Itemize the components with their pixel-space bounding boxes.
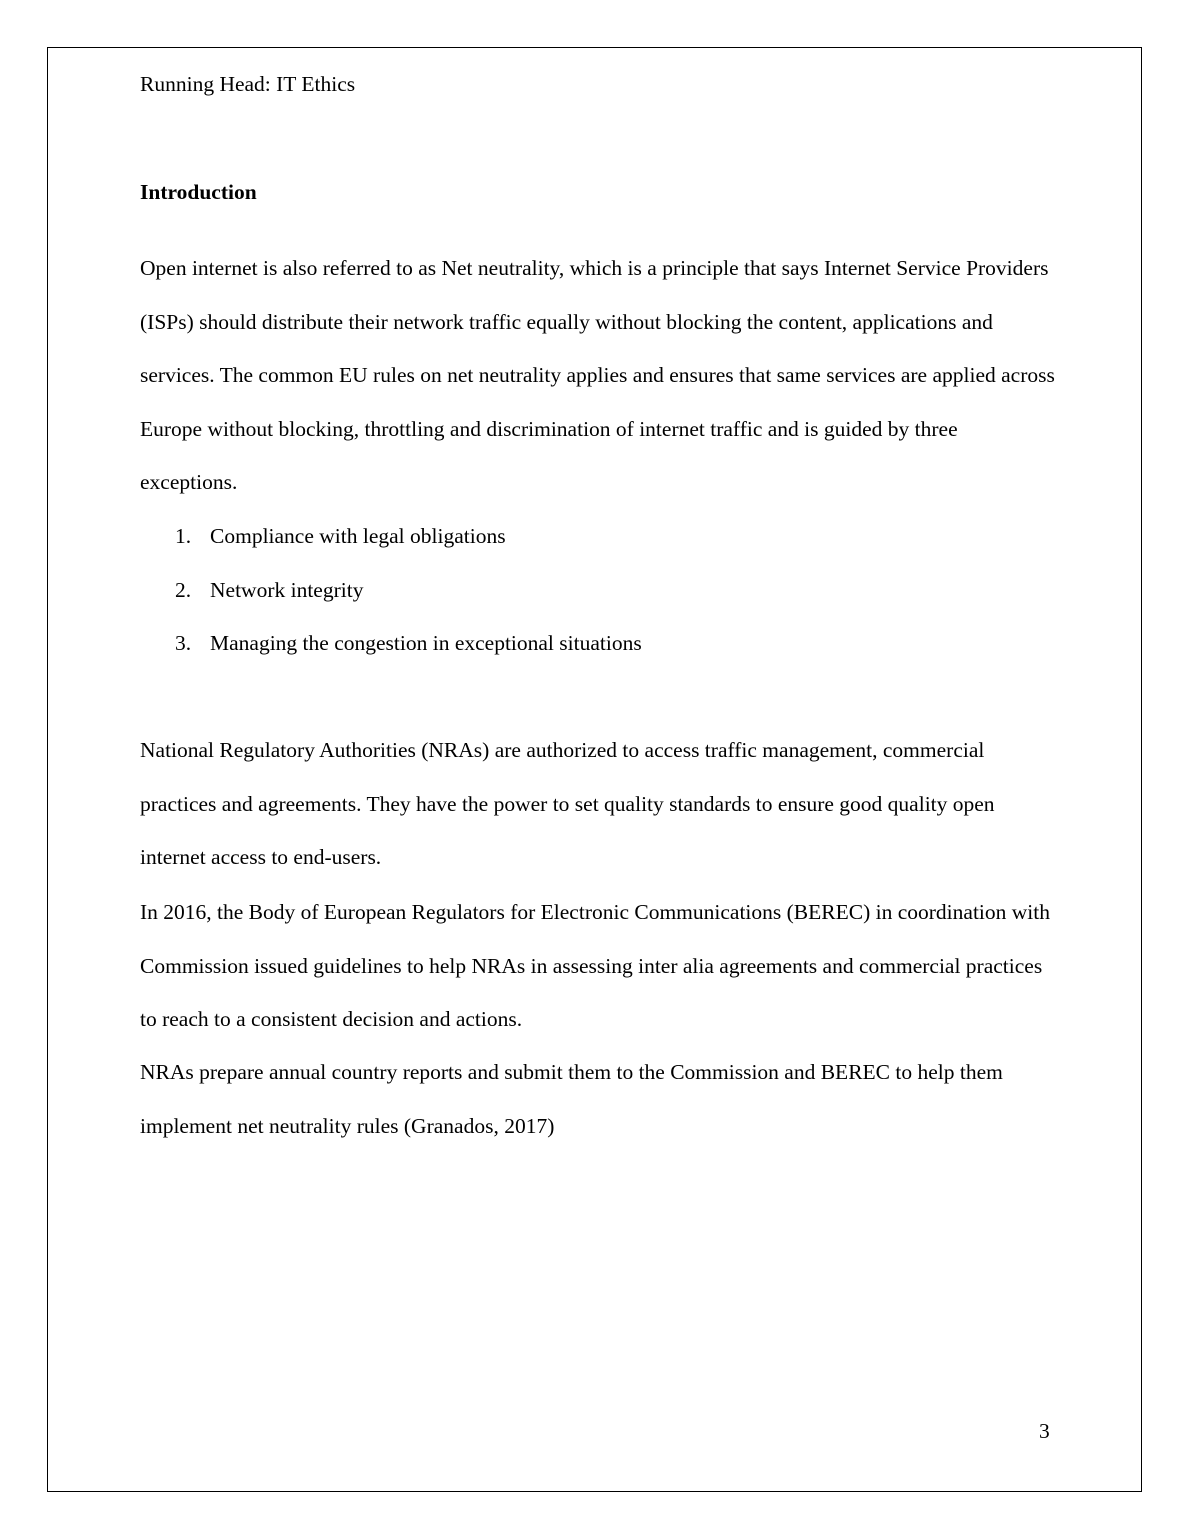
list-item-text: Network integrity (210, 577, 364, 602)
paragraph-annual-reports: NRAs prepare annual country reports and submit them to the Commission and BEREC to help them implement net neutrality rules (Granados, 2017) (140, 1060, 1003, 1138)
list-item (140, 510, 642, 564)
exceptions-list (140, 510, 642, 671)
list-item (140, 564, 642, 618)
page-number: 3 (1039, 1419, 1050, 1443)
list-item-number: 3. (175, 631, 192, 656)
list-item (140, 617, 642, 671)
paragraph-nras: National Regulatory Authorities (NRAs) are authorized to access traffic management, commercial practices and agreements. They have the power to set quality standards to ensure good quality open internet access to end-users. (140, 738, 995, 870)
list-item-text: Managing the congestion in exceptional situations (210, 631, 642, 656)
section-heading-introduction: Introduction (140, 180, 257, 204)
list-item-text: Compliance with legal obligations (210, 524, 506, 548)
running-head: Running Head: IT Ethics (140, 72, 356, 96)
paragraph-net-neutrality: Open internet is also referred to as Net neutrality, which is a principle that says Internet Service Providers (ISPs) should distribute their network traffic equally without blocking the content, applications and services. The common EU rules on net neutrality applies and ensures that same services are applied across Europe without blocking, throttling and discrimination of internet traffic and is guided by three exceptions. (140, 256, 1055, 495)
paragraph-berec: In 2016, the Body of European Regulators for Electronic Communications (BEREC) in coordination with Commission issued guidelines to help NRAs in assessing inter alia agreements and commercial practices to reach to a consistent decision and actions. (140, 900, 1050, 1032)
list-item-number: 1. (175, 524, 192, 548)
list-item-number: 2. (175, 577, 192, 602)
